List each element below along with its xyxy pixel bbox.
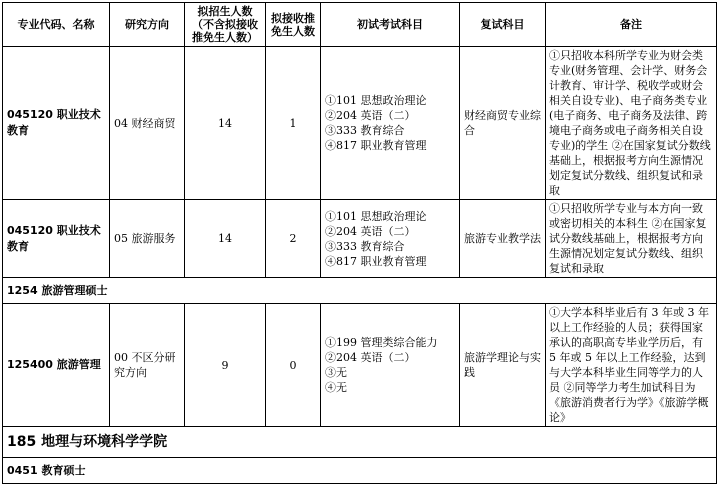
table-row [3, 47, 717, 200]
prelim-subject: ②204 英语（二） [325, 109, 416, 122]
prelim-subject: ②204 英语（二） [325, 351, 416, 364]
header-code: 专业代码、名称 [3, 3, 110, 47]
prelim-subject: ③333 教育综合 [325, 124, 405, 137]
plan-count: 9 [185, 304, 266, 427]
section-row [3, 278, 717, 304]
prelim-subject: ④817 职业教育管理 [325, 139, 427, 152]
admissions-table [2, 2, 717, 484]
prelim-subjects [321, 47, 460, 200]
retest-subject: 旅游学理论与实践 [460, 304, 546, 427]
header-prelim: 初试考试科目 [321, 3, 460, 47]
exempt-count: 1 [266, 47, 321, 200]
major-code: 045120 职业技术教育 [3, 47, 110, 200]
section-row [3, 458, 717, 484]
major-code: 125400 旅游管理 [3, 304, 110, 427]
table-row [3, 304, 717, 427]
remark: ①只招收本科所学专业为财会类专业(财务管理、会计学、财务会计教育、审计学、税收学或财会相关自设专业)、电子商务类专业(电子商务、电子商务及法律、跨境电子商务或电子商务相关自设专业)的学生 ②在国家复试分数线基础上，根据报考方向生源情况划定复试分数线、组织复试和录取 [546, 47, 717, 200]
header-remark: 备注 [546, 3, 717, 47]
research-direction: 05 旅游服务 [110, 200, 185, 278]
exempt-count: 0 [266, 304, 321, 427]
prelim-subject: ③无 [325, 366, 347, 379]
college-title: 185 地理与环境科学学院 [3, 427, 717, 458]
table-row [3, 200, 717, 278]
prelim-subject: ④无 [325, 381, 347, 394]
prelim-subjects [321, 200, 460, 278]
prelim-subject: ④817 职业教育管理 [325, 254, 427, 268]
section-title: 1254 旅游管理硕士 [3, 278, 717, 304]
header-exempt: 拟接收推免生人数 [266, 3, 321, 47]
plan-count: 14 [185, 200, 266, 278]
exempt-count: 2 [266, 200, 321, 278]
retest-subject: 财经商贸专业综合 [460, 47, 546, 200]
retest-subject: 旅游专业教学法 [460, 200, 546, 278]
remark: ①只招收所学专业与本方向一致或密切相关的本科生 ②在国家复试分数线基础上，根据报考方向生源情况划定复试分数线、组织复试和录取 [546, 200, 717, 278]
prelim-subject: ③333 教育综合 [325, 239, 405, 253]
college-row [3, 427, 717, 458]
header-direction: 研究方向 [110, 3, 185, 47]
remark: ①大学本科毕业后有 3 年或 3 年以上工作经验的人员；获得国家承认的高职高专毕业学历后，有 5 年或 5 年以上工作经验，达到与大学本科毕业生同等学力的人员 ②同等学力考生加试科目为《旅游消费者行为学》《旅游学概论》 [546, 304, 717, 427]
prelim-subjects [321, 304, 460, 427]
header-plan: 拟招生人数（不含拟接收推免生人数） [185, 3, 266, 47]
section-title: 0451 教育硕士 [3, 458, 717, 484]
research-direction: 04 财经商贸 [110, 47, 185, 200]
research-direction: 00 不区分研究方向 [110, 304, 185, 427]
prelim-subject: ①101 思想政治理论 [325, 94, 427, 107]
prelim-subject: ②204 英语（二） [325, 224, 416, 238]
major-code: 045120 职业技术教育 [3, 200, 110, 278]
prelim-subject: ①101 思想政治理论 [325, 209, 427, 223]
prelim-subject: ①199 管理类综合能力 [325, 336, 438, 349]
plan-count: 14 [185, 47, 266, 200]
header-retest: 复试科目 [460, 3, 546, 47]
header-row [3, 3, 717, 47]
